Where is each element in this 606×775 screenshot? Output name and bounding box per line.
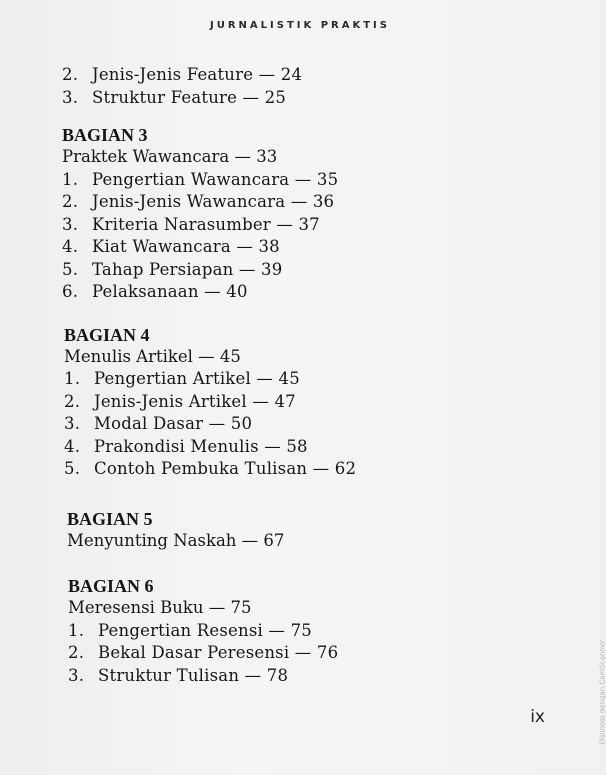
entry-number: 3. [62, 87, 79, 107]
toc-entry [64, 458, 532, 481]
toc-entry [62, 281, 532, 304]
scanner-watermark: Dipindai dengan CamScanner [598, 640, 606, 745]
entry-text: Contoh Pembuka Tulisan — 62 [94, 459, 357, 478]
entry-text: Tahap Persiapan — 39 [92, 259, 283, 279]
entry-text: Jenis-Jenis Wawancara — 36 [92, 192, 335, 211]
toc-entry [62, 87, 532, 110]
entry-number: 5. [64, 459, 81, 478]
entry-text: Jenis-Jenis Artikel — 47 [94, 391, 296, 411]
toc-entry [62, 191, 532, 214]
toc-entry [68, 665, 532, 688]
toc-entry [62, 236, 532, 259]
entry-number: 2. [62, 192, 79, 211]
running-header: JURNALISTIK PRAKTIS [210, 20, 390, 31]
entry-text: Pengertian Resensi — 75 [98, 620, 312, 640]
entry-number: 3. [64, 414, 81, 433]
entry-number: 1. [64, 369, 81, 388]
entry-text: Kriteria Narasumber — 37 [92, 214, 320, 234]
entry-number: 3. [68, 665, 85, 685]
entry-number: 1. [68, 620, 85, 640]
section-title: BAGIAN 5 [67, 508, 153, 529]
toc-entry [64, 413, 532, 436]
entry-number: 2. [68, 643, 85, 662]
entry-number: 2. [62, 65, 79, 84]
entry-text: Pelaksanaan — 40 [92, 282, 248, 301]
entry-text: Prakondisi Menulis — 58 [94, 436, 308, 456]
table-of-contents [62, 64, 532, 687]
toc-entry [64, 391, 532, 414]
entry-text: Kiat Wawancara — 38 [92, 237, 280, 256]
section-bagian-4 [64, 324, 532, 481]
toc-entry [64, 368, 532, 391]
entry-text: Struktur Feature — 25 [92, 87, 287, 107]
section-title: BAGIAN 3 [62, 125, 148, 145]
entry-text: Pengertian Wawancara — 35 [92, 169, 339, 189]
entry-number: 4. [64, 436, 81, 456]
section-subtitle: Menyunting Naskah — 67 [67, 530, 285, 550]
toc-entry [62, 169, 532, 192]
entry-text: Struktur Tulisan — 78 [98, 665, 289, 685]
section-subtitle: Praktek Wawancara — 33 [62, 147, 278, 166]
toc-entry [68, 642, 532, 665]
entry-number: 2. [64, 391, 81, 411]
toc-entry [62, 214, 532, 237]
toc-entry [68, 620, 532, 643]
section-bagian-6 [68, 575, 532, 687]
entry-text: Bekal Dasar Peresensi — 76 [98, 643, 339, 662]
page-number: ix [530, 707, 545, 727]
section-bagian-5 [67, 508, 532, 553]
entry-number: 6. [62, 282, 79, 301]
section-subtitle: Menulis Artikel — 45 [64, 346, 241, 366]
entry-text: Pengertian Artikel — 45 [94, 369, 300, 388]
toc-entry [64, 436, 532, 459]
entry-number: 4. [62, 237, 79, 256]
entry-number: 1. [62, 169, 79, 189]
section-bagian-3 [62, 124, 532, 304]
entry-number: 3. [62, 214, 79, 234]
entry-text: Jenis-Jenis Feature — 24 [92, 65, 303, 84]
toc-entry [62, 259, 532, 282]
continued-entries [62, 64, 532, 109]
toc-entry [62, 64, 532, 87]
entry-number: 5. [62, 259, 79, 279]
entry-text: Modal Dasar — 50 [94, 414, 253, 433]
section-title: BAGIAN 6 [68, 576, 154, 596]
section-title: BAGIAN 4 [64, 324, 150, 345]
section-subtitle: Meresensi Buku — 75 [68, 598, 252, 617]
